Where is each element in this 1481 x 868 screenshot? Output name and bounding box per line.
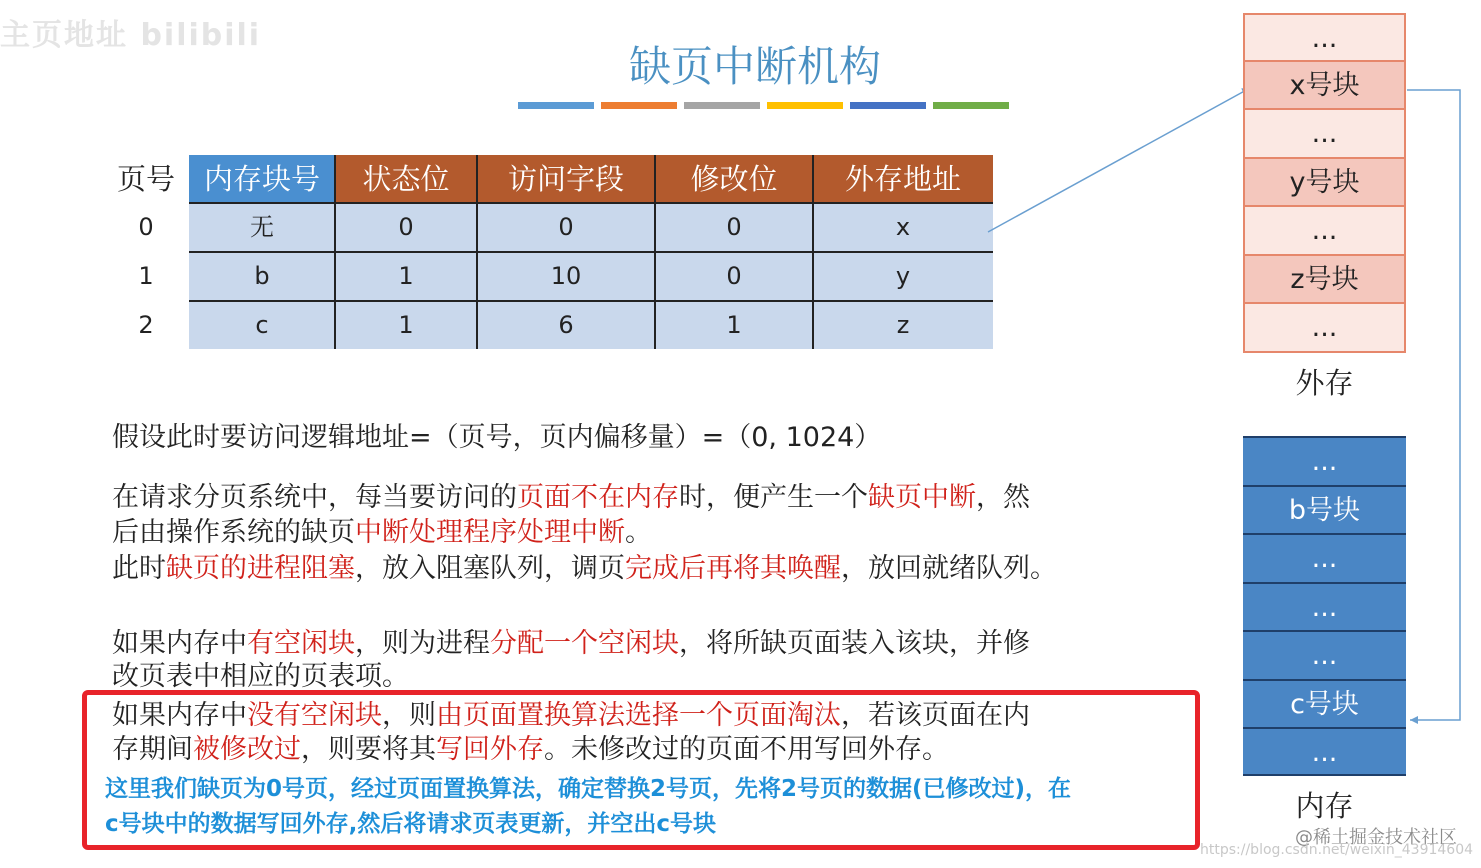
slide-title: 缺页中断机构 <box>628 42 881 91</box>
body-text: 在请求分页系统中，每当要访问的 <box>112 482 517 513</box>
body-text: ，然 <box>976 482 1030 513</box>
memory-label: 内存 <box>1295 789 1354 823</box>
table-cell: z <box>813 301 993 349</box>
body-text: 。未修改过的页面不用写回外存。 <box>544 734 949 765</box>
page-number: 0 <box>138 213 154 241</box>
memory-ellipsis: ... <box>1243 436 1406 485</box>
page-number-header: 页号 <box>116 162 175 196</box>
footer-watermark: @稀土掘金技术社区 <box>1295 827 1457 848</box>
table-header: 访问字段 <box>477 155 655 203</box>
highlight-text: 完成后再将其唤醒 <box>625 553 841 584</box>
body-text: 此时 <box>112 553 166 584</box>
external-storage-label: 外存 <box>1295 366 1354 400</box>
memory-ellipsis: ... <box>1243 727 1406 776</box>
table-cell: y <box>813 252 993 301</box>
table-header: 外存地址 <box>813 155 993 203</box>
body-text: 如果内存中 <box>112 700 247 731</box>
body-text: ，放回就绪队列。 <box>841 553 1057 584</box>
table-cell: b <box>189 252 335 301</box>
highlight-text: 缺页中断 <box>868 482 976 513</box>
table-cell: 6 <box>477 301 655 349</box>
highlight-text: 被修改过 <box>193 734 301 765</box>
table-cell: 0 <box>655 252 813 301</box>
table-cell: 1 <box>335 301 477 349</box>
logical-address-text: 假设此时要访问逻辑地址=（页号，页内偏移量）=（0, 1024） <box>112 422 882 453</box>
highlight-text: 页面不在内存 <box>517 482 679 513</box>
body-text: ，则为进程 <box>355 628 490 659</box>
body-text: 改页表中相应的页表项。 <box>112 661 409 692</box>
storage-block: z号块 <box>1243 256 1406 305</box>
external-storage-column <box>1243 13 1406 353</box>
body-text: 时，便产生一个 <box>679 482 868 513</box>
memory-block: c号块 <box>1243 679 1406 728</box>
table-cell: 无 <box>189 203 335 252</box>
note-line2: c号块中的数据写回外存,然后将请求页表更新，并空出c号块 <box>105 811 717 837</box>
storage-block: x号块 <box>1243 62 1406 111</box>
arrow-x-to-block <box>988 88 1250 232</box>
body-text: 存期间 <box>112 734 193 765</box>
storage-ellipsis: ... <box>1243 304 1406 353</box>
table-cell: 1 <box>335 252 477 301</box>
storage-ellipsis: ... <box>1243 110 1406 159</box>
table-header: 内存块号 <box>189 155 335 203</box>
arrow-x-block-to-c-block <box>1407 90 1460 720</box>
footer-url: https://blog.csdn.net/weixin_43914604 <box>1200 842 1474 858</box>
table-header: 修改位 <box>655 155 813 203</box>
table-cell: c <box>189 301 335 349</box>
memory-block: b号块 <box>1243 485 1406 534</box>
storage-ellipsis: ... <box>1243 207 1406 256</box>
table-cell: x <box>813 203 993 252</box>
memory-ellipsis: ... <box>1243 582 1406 631</box>
highlight-text: 有空闲块 <box>247 628 355 659</box>
table-cell: 10 <box>477 252 655 301</box>
storage-block: y号块 <box>1243 159 1406 208</box>
highlight-text: 中断处理程序处理中断 <box>355 517 625 548</box>
body-text: 。 <box>625 517 652 548</box>
highlight-text: 分配一个空闲块 <box>490 628 679 659</box>
highlight-text: 写回外存 <box>436 734 544 765</box>
body-text: 如果内存中 <box>112 628 247 659</box>
page-number: 1 <box>138 262 154 290</box>
highlight-text: 没有空闲块 <box>247 700 382 731</box>
table-cell: 0 <box>335 203 477 252</box>
table-cell: 0 <box>655 203 813 252</box>
body-text: ，若该页面在内 <box>841 700 1030 731</box>
body-text: ，则 <box>382 700 436 731</box>
memory-ellipsis: ... <box>1243 630 1406 679</box>
body-text: 后由操作系统的缺页 <box>112 517 355 548</box>
storage-ellipsis: ... <box>1243 13 1406 62</box>
table-cell: 1 <box>655 301 813 349</box>
page-number: 2 <box>138 311 154 339</box>
body-text: ，则要将其 <box>301 734 436 765</box>
highlight-text: 由页面置换算法选择一个页面淘汰 <box>436 700 841 731</box>
table-header: 状态位 <box>335 155 477 203</box>
memory-ellipsis: ... <box>1243 533 1406 582</box>
table-cell: 0 <box>477 203 655 252</box>
watermark: 主页地址 bilibili <box>0 18 262 53</box>
body-text: ，放入阻塞队列，调页 <box>355 553 625 584</box>
note-line1: 这里我们缺页为0号页，经过页面置换算法，确定替换2号页，先将2号页的数据(已修改过)，在 <box>105 776 1072 802</box>
body-text: ，将所缺页面装入该块，并修 <box>679 628 1030 659</box>
highlight-text: 缺页的进程阻塞 <box>166 553 355 584</box>
memory-column <box>1243 436 1406 776</box>
